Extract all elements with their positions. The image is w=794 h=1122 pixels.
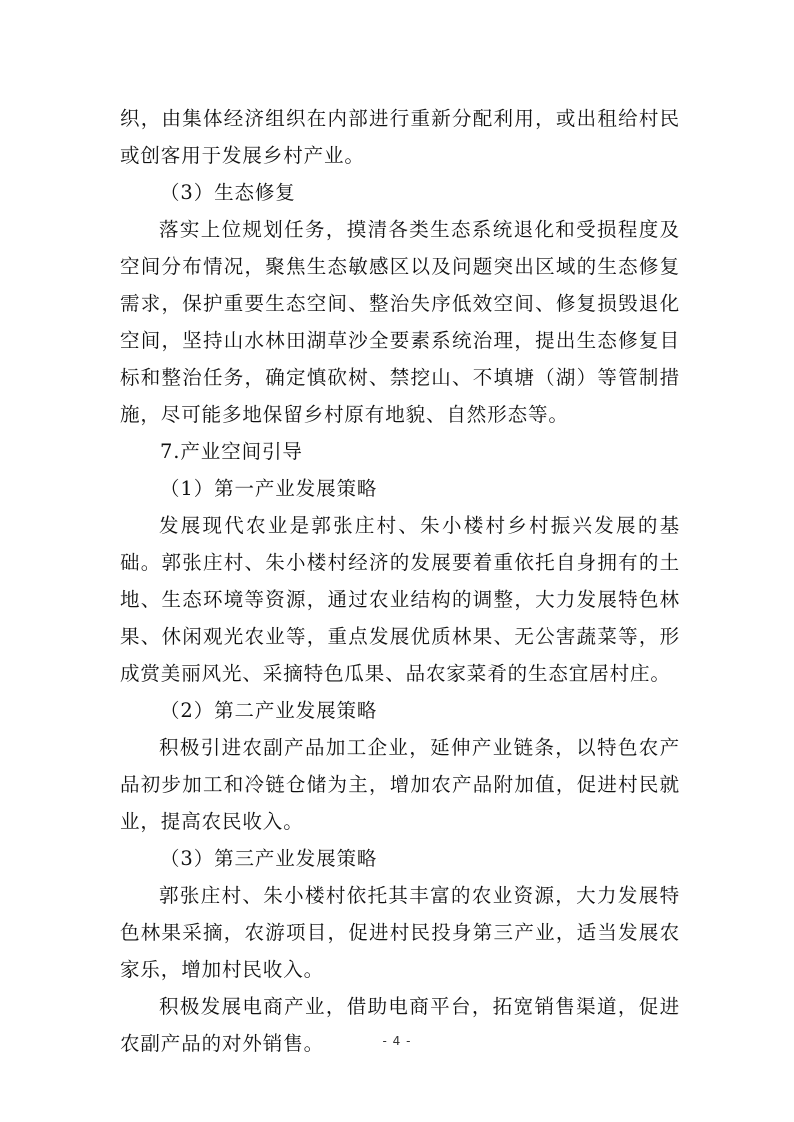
subheading-tertiary-industry: （3）第三产业发展策略 — [160, 847, 378, 870]
document-body — [120, 100, 680, 1062]
paragraph-secondary-industry: 积极引进农副产品加工企业，延伸产业链条，以特色农产品初步加工和冷链仓储为主，增加农产品附加值，促进村民就业，提高农民收入。 — [120, 736, 680, 833]
paragraph-ecommerce: 积极发展电商产业，借助电商平台，拓宽销售渠道，促进农副产品的对外销售。 — [120, 995, 680, 1055]
paragraph-continuation: 织，由集体经济组织在内部进行重新分配利用，或出租给村民或创客用于发展乡村产业。 — [120, 107, 680, 167]
paragraph-tertiary-industry: 郭张庄村、朱小楼村依托其丰富的农业资源，大力发展特色林果采摘，农游项目，促进村民投身第三产业，适当发展农家乐，增加村民收入。 — [120, 884, 680, 981]
paragraph-ecological-restoration: 落实上位规划任务，摸清各类生态系统退化和受损程度及空间分布情况，聚焦生态敏感区以及问题突出区域的生态修复需求，保护重要生态空间、整治失序低效空间、修复损毁退化空间，坚持山水林田湖草沙全要素系统治理，提出生态修复目标和整治任务，确定慎砍树、禁挖山、不填塘（湖）等管制措施，尽可能多地保留乡村原有地貌、自然形态等。 — [120, 218, 680, 426]
subheading-primary-industry: （1）第一产业发展策略 — [160, 477, 378, 500]
heading-industrial-space-guidance: 7.产业空间引导 — [160, 440, 303, 463]
paragraph-primary-industry: 发展现代农业是郭张庄村、朱小楼村乡村振兴发展的基础。郭张庄村、朱小楼村经济的发展要着重依托自身拥有的土地、生态环境等资源，通过农业结构的调整，大力发展特色林果、休闲观光农业等，重点发展优质林果、无公害蔬菜等，形成赏美丽风光、采摘特色瓜果、品农家菜肴的生态宜居村庄。 — [120, 514, 680, 685]
page-number: - 4 - — [382, 1034, 412, 1048]
subheading-secondary-industry: （2）第二产业发展策略 — [160, 699, 378, 722]
subheading-ecological-restoration: （3）生态修复 — [160, 181, 296, 204]
